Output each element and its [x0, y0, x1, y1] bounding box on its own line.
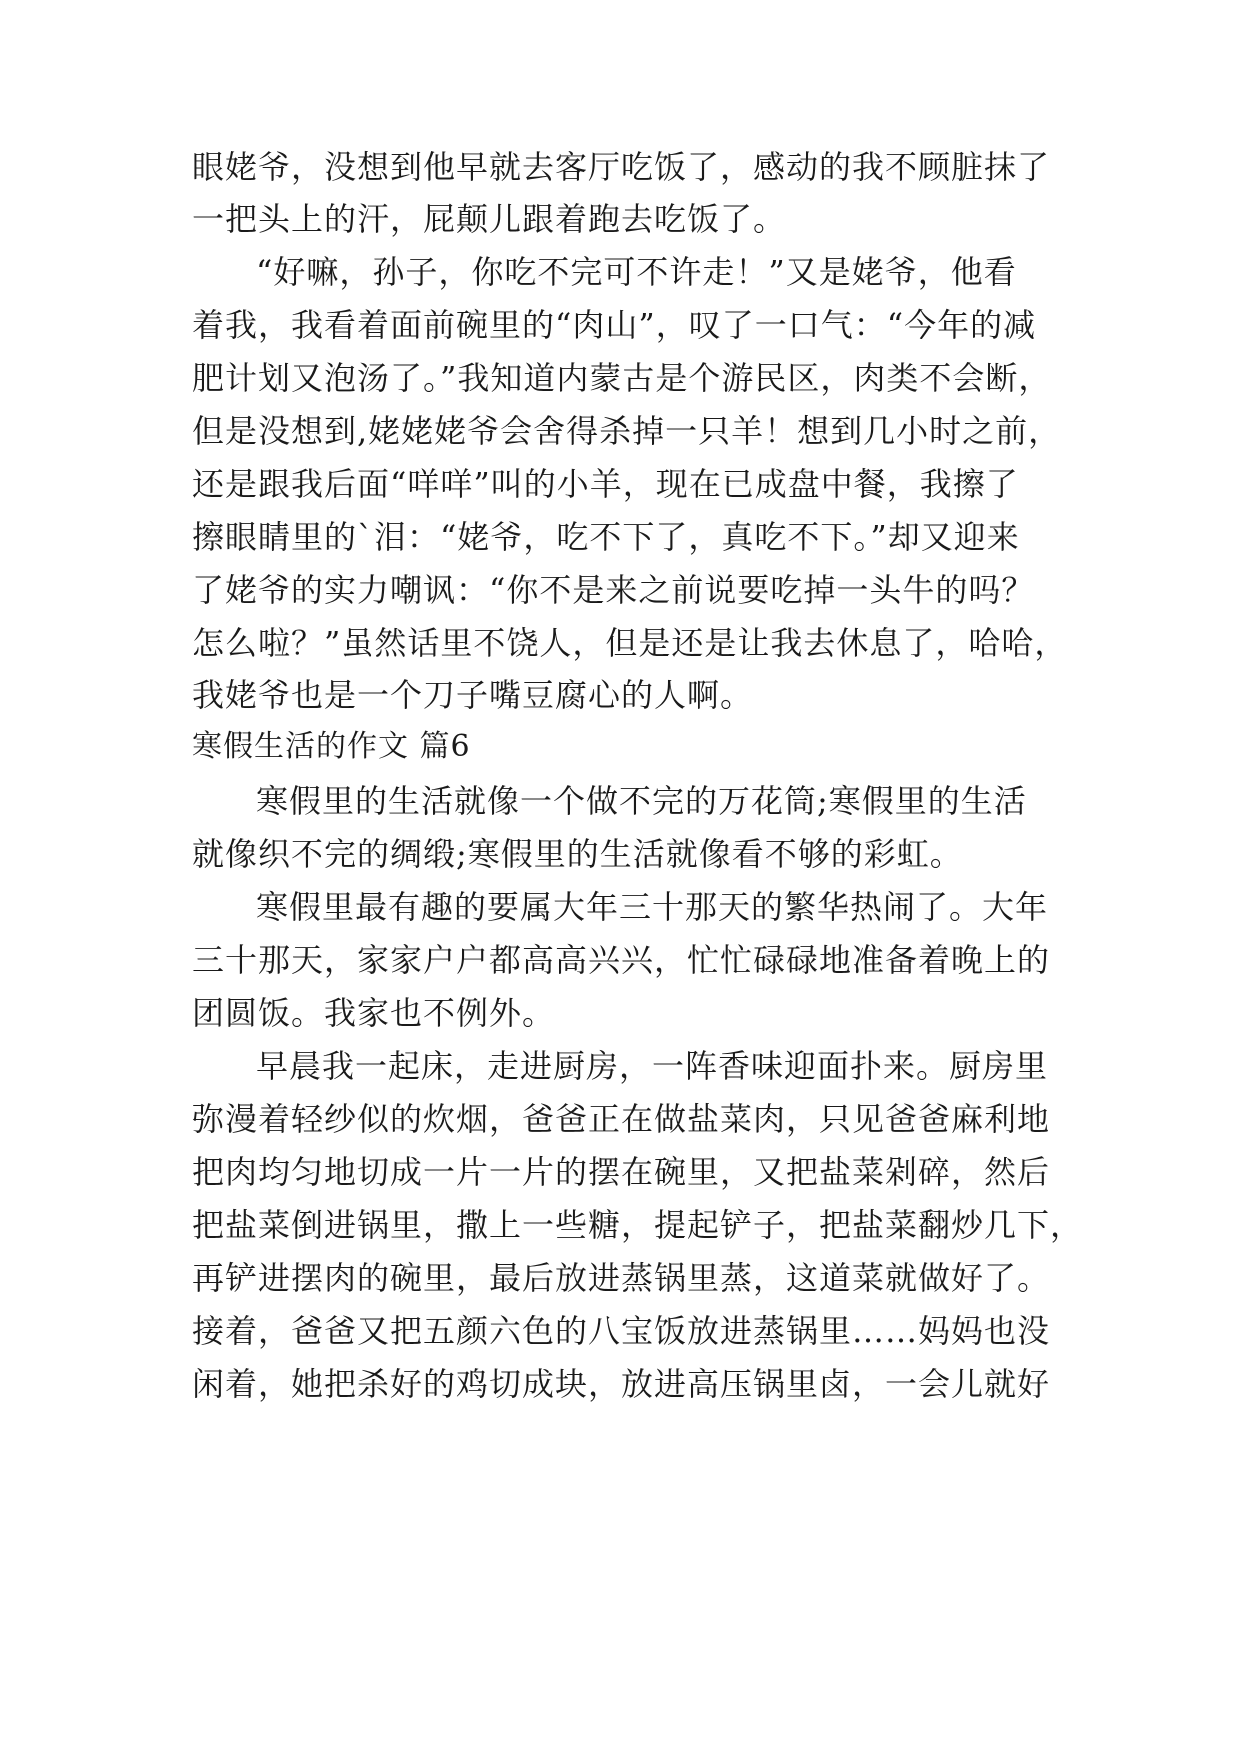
text-line: 了姥爷的实力嘲讽：“你不是来之前说要吃掉一头牛的吗？ [192, 571, 1035, 609]
text-line: 我姥爷也是一个刀子嘴豆腐心的人啊。 [192, 676, 754, 714]
text-line: 就像织不完的绸缎;寒假里的生活就像看不够的彩虹。 [192, 835, 963, 873]
text-line: 闲着，她把杀好的鸡切成块，放进高压锅里卤，一会儿就好 [192, 1365, 1051, 1403]
text-line: 着我，我看着面前碗里的“肉山”，叹了一口气：“今年的减 [192, 306, 1037, 344]
text-line: 一把头上的汗，屁颠儿跟着跑去吃饭了。 [192, 200, 787, 238]
text-line: 还是跟我后面“咩咩”叫的小羊，现在已成盘中餐，我擦了 [192, 465, 1019, 503]
text-line: 怎么啦？”虽然话里不饶人，但是还是让我去休息了，哈哈， [192, 624, 1068, 662]
text-line: 再铲进摆肉的碗里，最后放进蒸锅里蒸，这道菜就做好了。 [192, 1259, 1051, 1297]
text-line: 但是没想到,姥姥姥爷会舍得杀掉一只羊！想到几小时之前， [192, 412, 1062, 450]
text-line: 肥计划又泡汤了。”我知道内蒙古是个游民区，肉类不会断， [192, 359, 1052, 397]
text-line: 团圆饭。我家也不例外。 [192, 994, 556, 1032]
text-line: 弥漫着轻纱似的炊烟，爸爸正在做盐菜肉，只见爸爸麻利地 [192, 1100, 1051, 1138]
text-line: 接着，爸爸又把五颜六色的八宝饭放进蒸锅里……妈妈也没 [192, 1312, 1051, 1350]
text-line: 擦眼睛里的`泪：“姥爷，吃不下了，真吃不下。”却又迎来 [192, 518, 1020, 556]
text-line: 把盐菜倒进锅里，撒上一些糖，提起铲子，把盐菜翻炒几下， [192, 1206, 1084, 1244]
paragraph-start-line: 寒假里最有趣的要属大年三十那天的繁华热闹了。大年 [256, 888, 1049, 926]
section-heading: 寒假生活的作文 篇6 [192, 729, 471, 764]
text-line: 眼姥爷，没想到他早就去客厅吃饭了，感动的我不顾脏抹了 [192, 148, 1051, 186]
paragraph-start-line: 早晨我一起床，走进厨房，一阵香味迎面扑来。厨房里 [256, 1047, 1049, 1085]
paragraph-start-line: “好嘛，孙子，你吃不完可不许走！”又是姥爷，他看 [256, 253, 1017, 291]
paragraph-start-line: 寒假里的生活就像一个做不完的万花筒;寒假里的生活 [256, 782, 1027, 820]
text-line: 三十那天，家家户户都高高兴兴，忙忙碌碌地准备着晚上的 [192, 941, 1051, 979]
text-line: 把肉均匀地切成一片一片的摆在碗里，又把盐菜剁碎，然后 [192, 1153, 1051, 1191]
